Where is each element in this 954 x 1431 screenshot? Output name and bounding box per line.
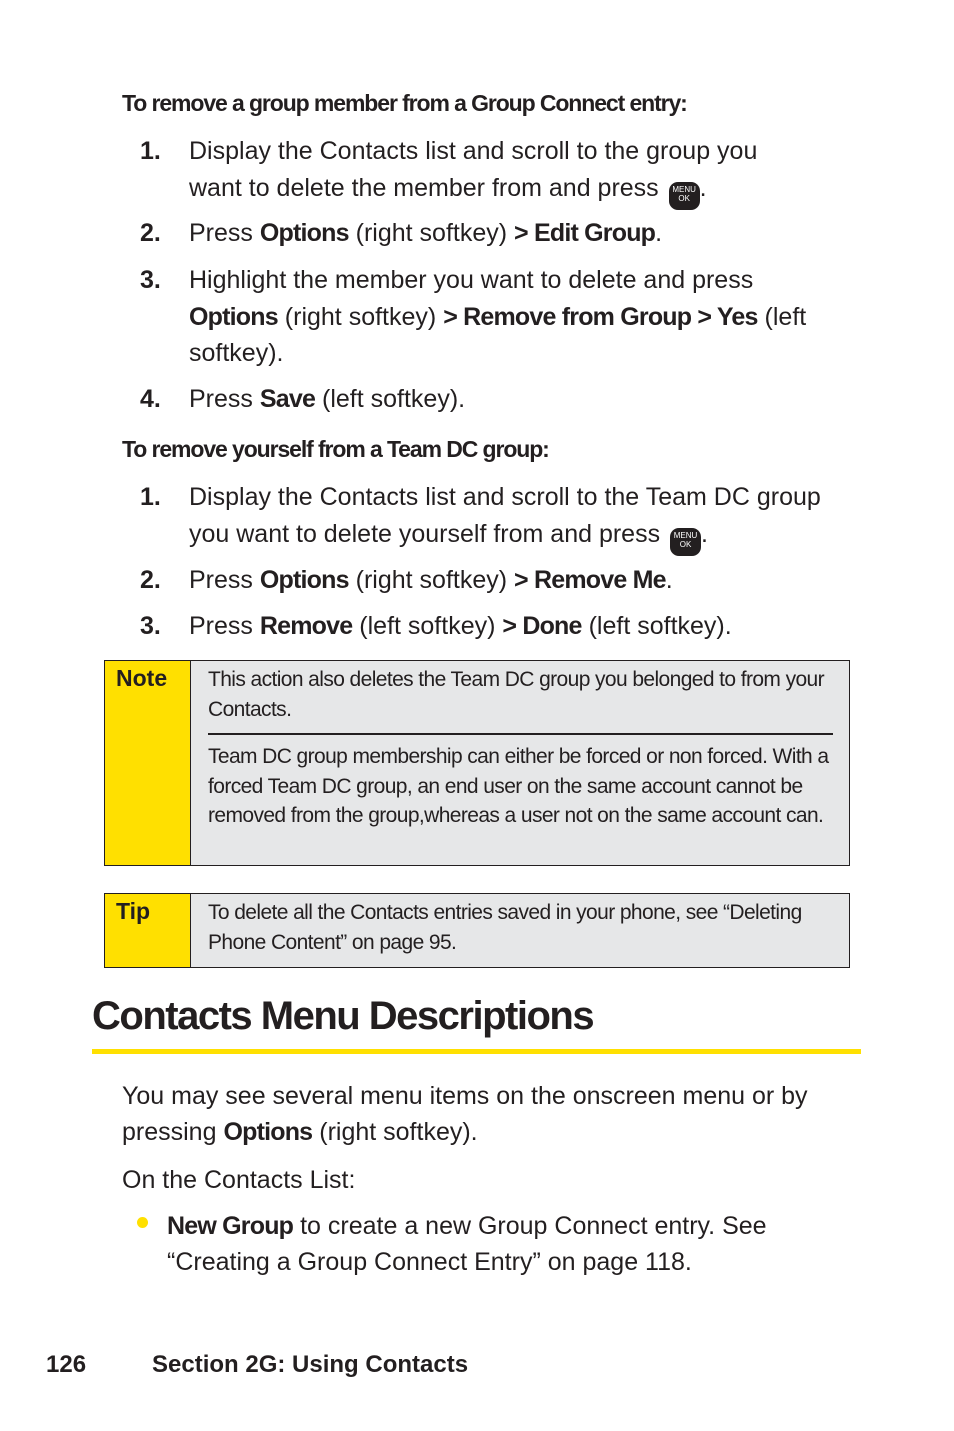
softkey-label: Options (189, 302, 278, 331)
step-number: 4. (140, 385, 161, 413)
section-heading: To remove yourself from a Team DC group: (122, 436, 549, 462)
step-text: Display the Contacts list and scroll to the group you (189, 137, 758, 165)
section-heading: To remove a group member from a Group Connect entry: (122, 90, 687, 116)
softkey-label: Remove (259, 612, 353, 640)
step-text: want to delete the member from and press (189, 173, 659, 202)
softkey-label: Save (259, 385, 316, 413)
step-number: 3. (140, 266, 161, 294)
tip-box (104, 893, 850, 968)
step-number: 2. (140, 219, 161, 247)
menu-ok-key-icon: MENU OK (670, 528, 701, 556)
menu-path: > Remove from Group > Yes (443, 302, 758, 331)
step-number: 1. (140, 483, 161, 511)
menu-item-label: New Group (167, 1212, 294, 1240)
note-text: This action also deletes the Team DC group you belonged to from your Contacts. (208, 668, 825, 721)
menu-path: > Edit Group (514, 219, 656, 247)
menu-path: > Done (502, 612, 582, 640)
step-number: 3. (140, 612, 161, 640)
step-number: 2. (140, 566, 161, 594)
intro-paragraph: You may see several menu items on the onscreen menu or by pressing Options (right softkey). (122, 1082, 808, 1146)
page-number: 126 (46, 1351, 87, 1378)
step-number: 1. (140, 137, 161, 165)
list-label: On the Contacts List: (122, 1166, 356, 1194)
note-box (104, 660, 850, 866)
note-text: Team DC group membership can either be forced or non forced. With a forced Team DC group, an end user on the same account cannot be removed from the group,whereas a user not on the same account can. (208, 745, 829, 827)
softkey-label: Options (259, 566, 349, 594)
section-footer: Section 2G: Using Contacts (152, 1351, 469, 1378)
note-label: Note (105, 661, 191, 865)
list-item: New Group to create a new Group Connect entry. See “Creating a Group Connect Entry” on page 118. (167, 1212, 767, 1276)
title-rule (92, 1049, 861, 1054)
tip-label: Tip (105, 894, 191, 967)
note-divider (208, 733, 833, 735)
tip-text: To delete all the Contacts entries saved in your phone, see “Deleting Phone Content” on page 95. (208, 901, 802, 954)
menu-ok-key-icon: MENU OK (669, 182, 700, 210)
page-title: Contacts Menu Descriptions (92, 994, 594, 1038)
softkey-label: Options (259, 219, 349, 247)
softkey-label: Options (223, 1118, 313, 1146)
menu-path: > Remove Me (514, 566, 666, 594)
bullet-icon (137, 1217, 148, 1228)
